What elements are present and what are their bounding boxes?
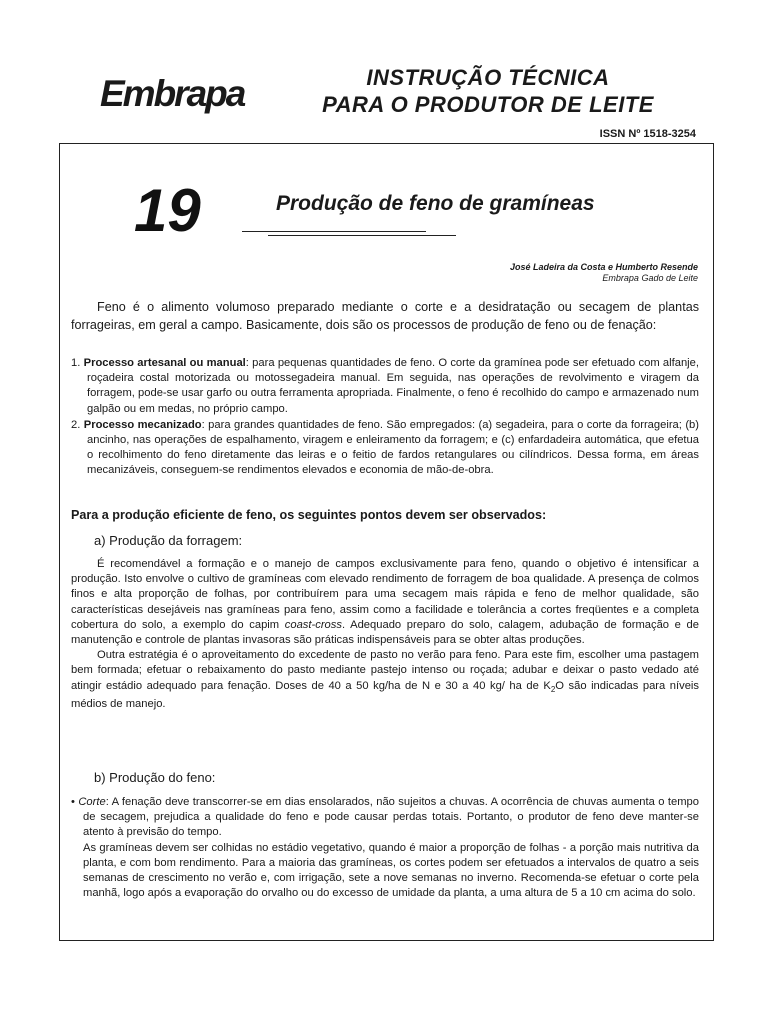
section-a-paragraph-2: Outra estratégia é o aproveitamento do excedente de pasto no verão para feno. Para este fim, escolher uma pastagem bem formada; efetuar o rebaixamento do pasto mediante pastejo intenso ou roçada; adubar e deixar o pasto vedado até atingir estádio adequado para fenação. Doses de 40 a 50 kg/ha de N e 30 a 40 kg/ ha de $K_2O$ são indicadas para níveis médios de manejo. xyxy=(71,649,699,711)
points-heading: Para a produção eficiente de feno, os seguintes pontos devem ser observados: xyxy=(71,508,547,522)
embrapa-logo xyxy=(100,70,245,118)
process-item xyxy=(71,418,699,479)
corte-paragraph: • Corte: A fenação deve transcorrer-se em dias ensolarados, não sujeitos a chuvas. A ocorrência de chuvas aumenta o tempo de secagem, prejudica a qualidade do feno e pode causar perdas totais. Portanto, o produtor de feno deve manter-se atento à previsão do tempo. xyxy=(71,796,699,839)
section-a-heading: a) Produção da forragem: xyxy=(94,533,243,548)
process-list xyxy=(71,356,699,480)
process-number: 2. xyxy=(71,418,81,431)
series-title-line1: INSTRUÇÃO TÉCNICA xyxy=(366,65,610,90)
title-rule-upper xyxy=(242,231,426,232)
issn: ISSN Nº 1518-3254 xyxy=(599,128,696,140)
species-name: coast-cross xyxy=(284,618,342,631)
series-title-line2: PARA O PRODUTOR DE LEITE xyxy=(322,92,654,117)
bullet: • xyxy=(71,796,75,808)
section-b-body xyxy=(71,795,699,901)
process-text: : para pequenas quantidades de feno. O corte da gramínea pode ser efetuado com alfanje, roçadeira costal motorizada ou motossegadeira manual. Em seguida, nas operações de revolvimento e viragem da forragem, pode-se usar garfo ou outra ferramenta apropriada. Finalmente, o feno é recolhido do campo e armazenado num galpão ou em medas, no próprio campo. xyxy=(87,357,699,415)
title-rule-lower xyxy=(268,235,456,236)
series-title xyxy=(268,64,708,118)
document-title: Produção de feno de gramíneas xyxy=(276,192,595,215)
process-number: 1. xyxy=(71,357,81,369)
intro-paragraph: Feno é o alimento volumoso preparado mediante o corte e a desidratação ou secagem de plantas forrageiras, em geral a campo. Basicamente, dois são os processos de produção de feno ou de fenação: xyxy=(71,300,699,332)
corte-paragraph-2: As gramíneas devem ser colhidas no estádio vegetativo, quando é maior a proporção de folhas - a porção mais nutritiva da planta, e com bom rendimento. Para a maioria das gramíneas, os cortes podem ser efetuados a intervalos de quatro a seis semanas de crescimento no verão e, com irrigação, sete a nove semanas no inverno. Recomenda-se efetuar o corte pela manhã, logo após a evaporação do orvalho ou do excesso de umidade da planta, a uma altura de 5 a 10 cm acima do solo. xyxy=(83,841,699,900)
section-a-paragraph-1: É recomendável a formação e o manejo de campos exclusivamente para feno, quando o objetivo é intensificar a produção. Isto envolve o cultivo de gramíneas com elevado rendimento de forragem de boa qualidade. A presença de colmos finos e alta proporção de folhas, por contribuírem para uma secagem mais rápida e feno de melhor qualidade, são características desejáveis nas gramíneas para feno, assim como a facilidade e tolerância a cortes freqüentes e a completa cobertura do solo, a exemplo do capim coast-cross. Adequado preparo do solo, calagem, adubação de formação e de manutenção e controle de plantas invasoras são práticas indispensáveis para se obter altas produções. xyxy=(71,558,700,647)
corte-label: Corte xyxy=(78,796,106,808)
section-b-heading: b) Produção do feno: xyxy=(94,770,216,785)
section-a-body xyxy=(71,557,699,712)
process-name: Processo artesanal ou manual xyxy=(83,357,246,369)
process-name: Processo mecanizado xyxy=(83,418,202,431)
issue-number: 19 xyxy=(134,177,201,244)
authors: José Ladeira da Costa e Humberto Resende xyxy=(509,262,698,272)
process-item xyxy=(71,356,699,417)
process-text: : para grandes quantidades de feno. São empregados: (a) segadeira, para o corte da forrageira; (b) ancinho, nas operações de espalhamento, viragem e enleiramento da forragem; e (c) enfardadeira automática, que efetua o recolhimento do feno diretamente das leiras e o feitio de fardos retangulares ou cilíndricos. Dessa forma, em áreas mecanizáveis, conseguem-se rendimentos elevados e economia de mão-de-obra. xyxy=(87,418,699,477)
subscript: 2 xyxy=(550,684,556,694)
logo-text: Embrapa xyxy=(100,73,245,114)
affiliation: Embrapa Gado de Leite xyxy=(602,273,698,283)
